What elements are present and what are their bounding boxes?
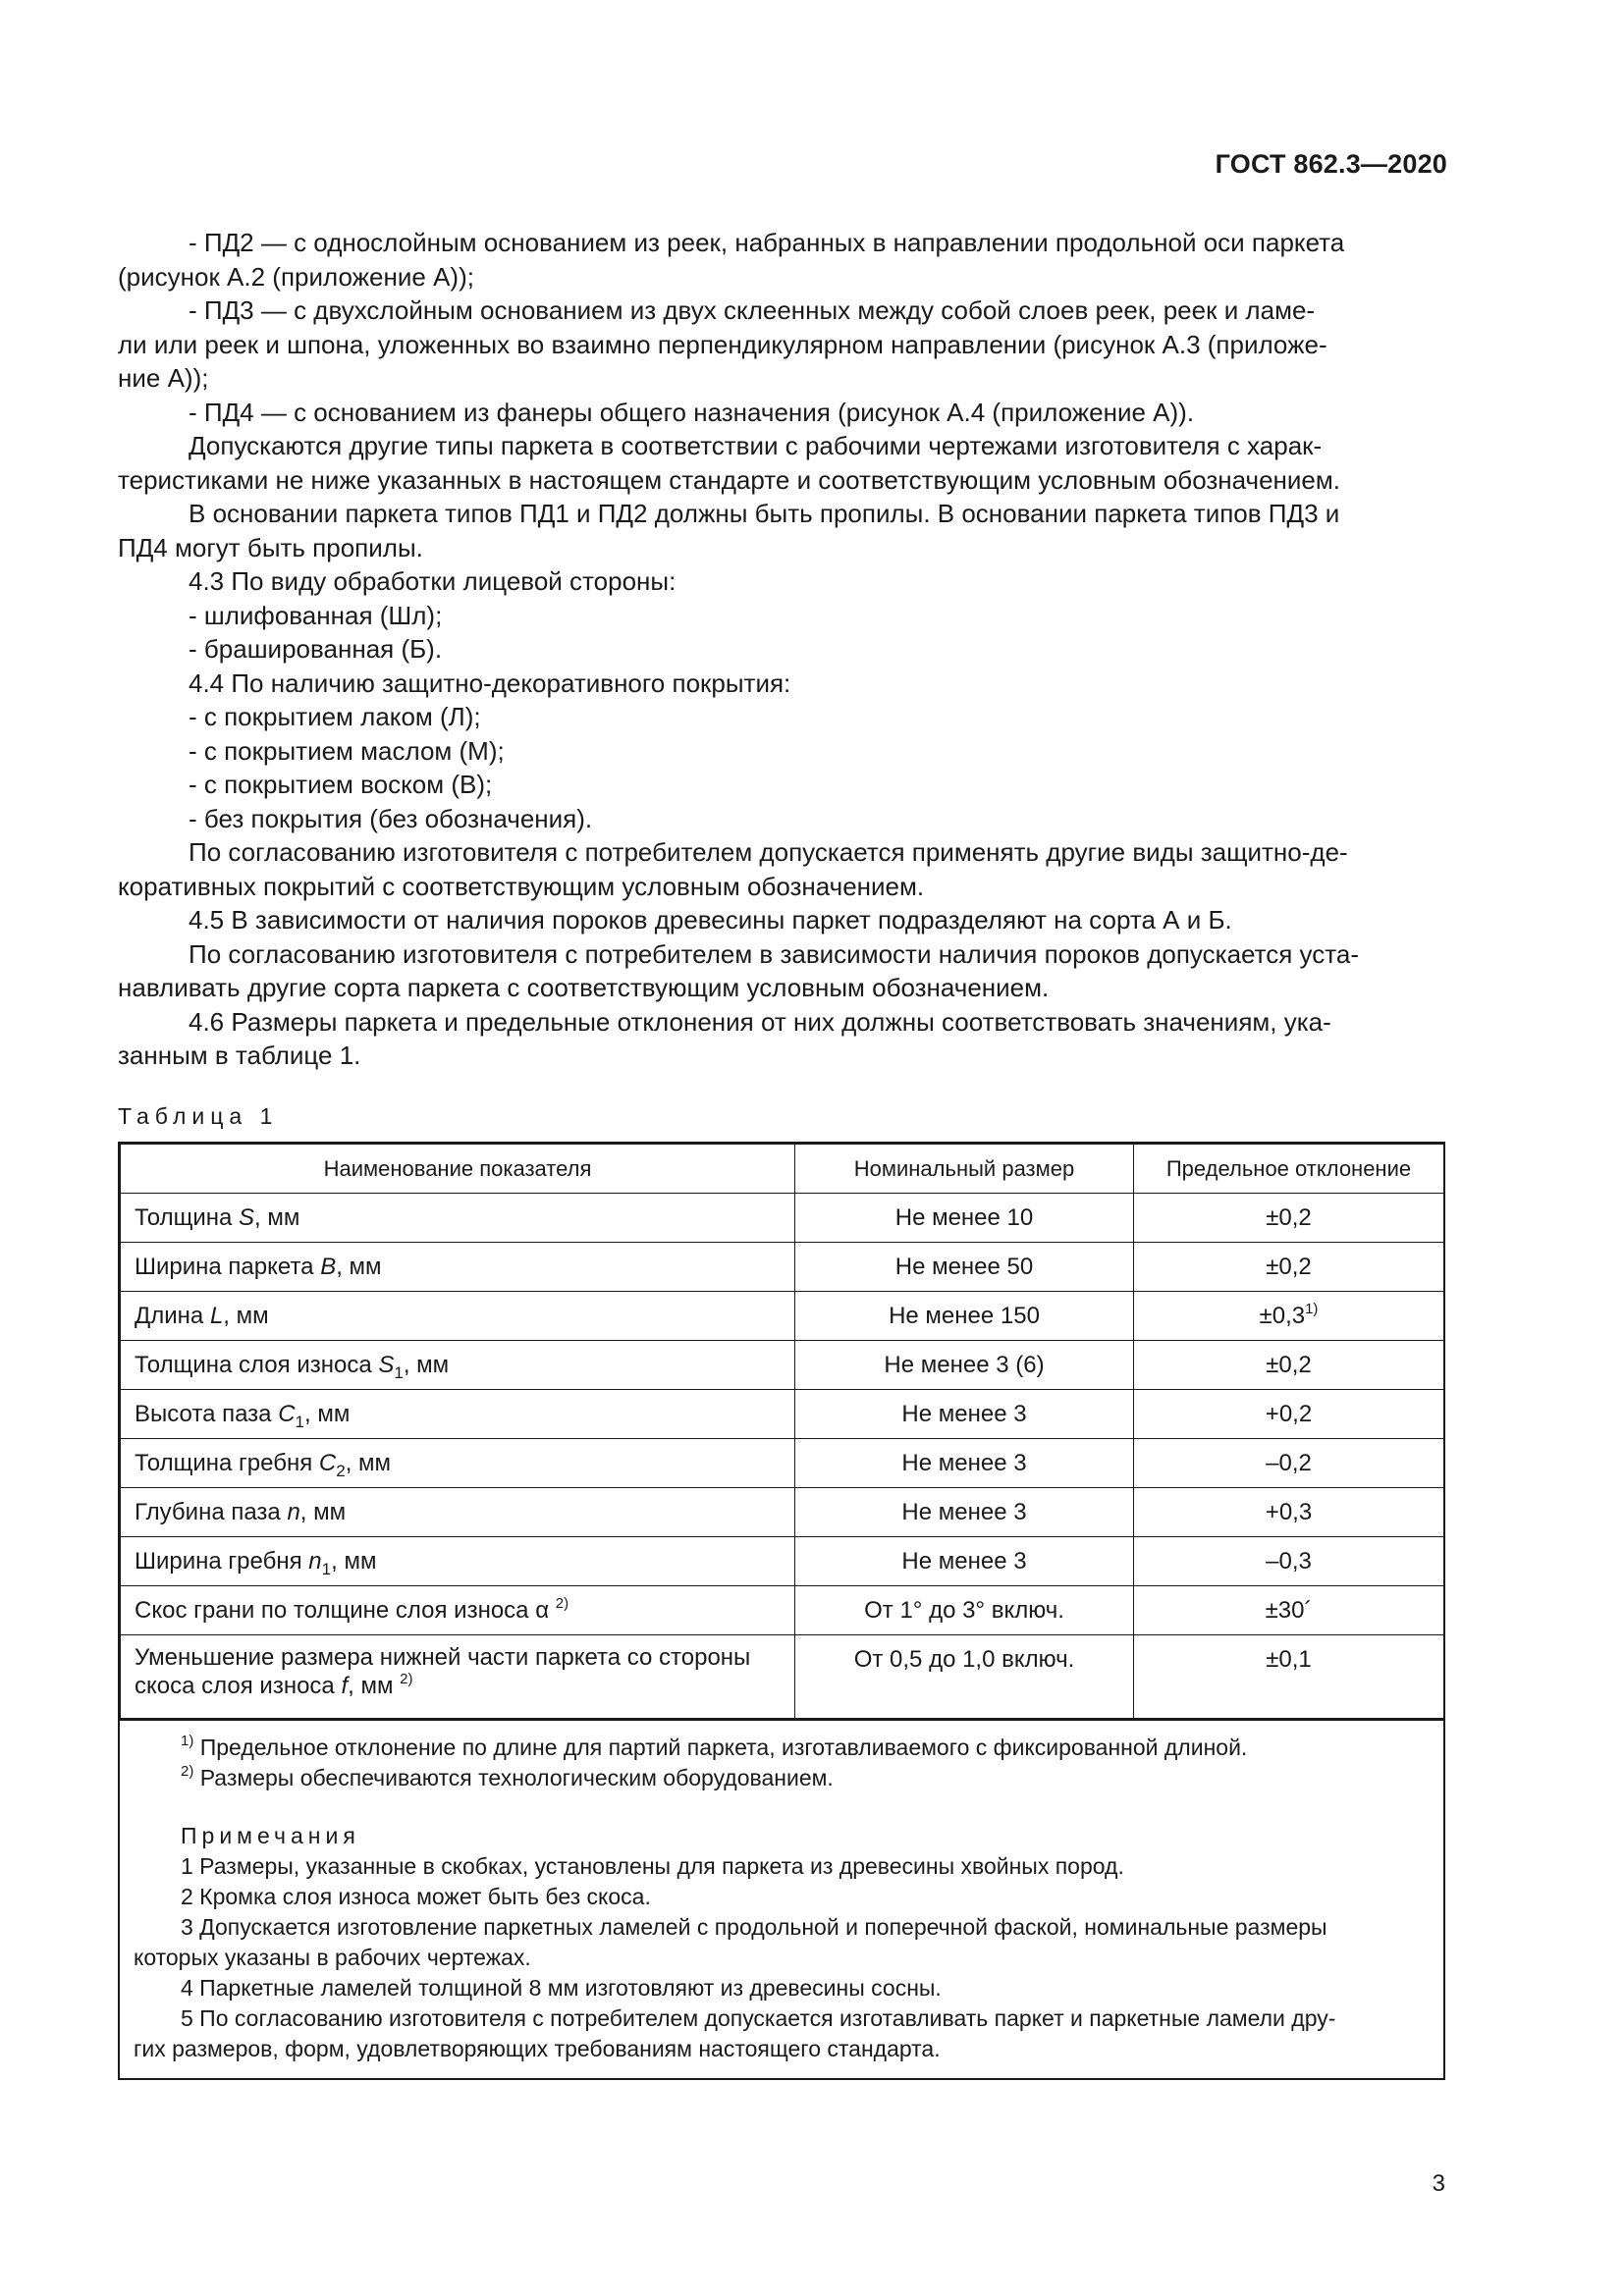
footnote-text: Размеры обеспечиваются технологическим оборудованием. [193, 1765, 834, 1790]
indicator-name: Скос грани по толщине слоя износа α [135, 1596, 556, 1624]
indicator-subscript: 1 [295, 1412, 304, 1431]
table-row [121, 1488, 1444, 1537]
nominal-cell: Не менее 10 [795, 1194, 1134, 1243]
indicator-cell [121, 1439, 795, 1488]
table-row [121, 1341, 1444, 1390]
dimensions-table [118, 1142, 1445, 2080]
indicator-subscript: 1 [394, 1362, 404, 1382]
nominal-cell: Не менее 3 (6) [795, 1341, 1134, 1390]
indicator-symbol: S [378, 1351, 395, 1378]
table-row [121, 1243, 1444, 1292]
nominal-cell: От 1° до 3° включ. [795, 1586, 1134, 1635]
tolerance-cell [1134, 1341, 1444, 1390]
footnote-mark: 1) [181, 1733, 194, 1749]
indicator-cell [121, 1194, 795, 1243]
column-header: Наименование показателя [121, 1145, 795, 1194]
footnote-ref: 2) [555, 1594, 569, 1612]
body-paragraph: - с покрытием лаком (Л); [189, 702, 481, 731]
tolerance-cell [1134, 1635, 1444, 1719]
tolerance-cell [1134, 1439, 1444, 1488]
tolerance-value: ±0,2 [1266, 1351, 1312, 1378]
indicator-cell [121, 1635, 795, 1719]
body-paragraph: коративных покрытий с соответствующим условным обозначением. [118, 871, 925, 901]
body-paragraph: занным в таблице 1. [118, 1041, 361, 1070]
tolerance-value: ±0,1 [1266, 1646, 1312, 1673]
body-paragraph: - с покрытием маслом (М); [189, 735, 505, 766]
indicator-cell [121, 1488, 795, 1537]
indicator-subscript: 2 [336, 1461, 346, 1480]
body-paragraph: теристиками не ниже указанных в настоящем стандарте и соответствующим условным обозначением. [118, 464, 1340, 495]
nominal-cell: Не менее 3 [795, 1537, 1134, 1586]
footnote-ref: 1) [1305, 1300, 1319, 1317]
table-row [121, 1439, 1444, 1488]
indicator-symbol: B [320, 1253, 337, 1280]
indicator-name: Длина [135, 1302, 210, 1329]
indicator-symbol: C [318, 1449, 337, 1476]
note-item: 1 Размеры, указанные в скобках, установлены для паркета из древесины хвойных пород. [181, 1853, 1124, 1879]
table-row [121, 1586, 1444, 1635]
body-paragraph: 4.5 В зависимости от наличия пороков древесины паркет подразделяют на сорта А и Б. [189, 905, 1232, 934]
indicator-cell [121, 1537, 795, 1586]
tolerance-cell [1134, 1292, 1444, 1341]
body-text [118, 226, 1447, 1073]
notes-heading: Примечания [181, 1823, 360, 1848]
body-paragraph: - ПД4 — с основанием из фанеры общего назначения (рисунок А.4 (приложение А)). [189, 397, 1195, 427]
body-paragraph: - шлифованная (Шл); [189, 600, 443, 630]
table-row [121, 1292, 1444, 1341]
indicator-unit: , мм [336, 1253, 382, 1280]
footnote [134, 1733, 1430, 1763]
body-paragraph: - брашированная (Б). [189, 634, 443, 664]
note-item: 5 По согласованию изготовителя с потребителем допускается изготавливать паркет и паркетные ламели дру- [181, 2005, 1336, 2031]
indicator-symbol: S [239, 1203, 255, 1231]
tolerance-value: ±0,2 [1266, 1203, 1312, 1231]
table-header-row [121, 1145, 1444, 1194]
column-header: Предельное отклонение [1134, 1145, 1444, 1194]
tolerance-cell [1134, 1194, 1444, 1243]
nominal-cell: Не менее 3 [795, 1439, 1134, 1488]
indicator-symbol: L [209, 1302, 224, 1329]
note-item: 3 Допускается изготовление паркетных ламелей с продольной и поперечной фаской, номинальные размеры [181, 1914, 1327, 1940]
indicator-symbol: n [287, 1498, 300, 1525]
indicator-unit: , мм [331, 1547, 377, 1575]
indicator-name: Высота паза [135, 1400, 279, 1427]
body-paragraph: - ПД2 — с однослойным основанием из реек, набранных в направлении продольной оси паркета [189, 228, 1345, 257]
indicator-name: Толщина гребня [135, 1449, 319, 1476]
indicator-name: Ширина гребня [135, 1547, 309, 1575]
indicator-name: Глубина паза [135, 1498, 288, 1525]
indicator-symbol: f [341, 1673, 349, 1699]
tolerance-cell [1134, 1488, 1444, 1537]
table-row [121, 1635, 1444, 1719]
body-paragraph: ПД4 могут быть пропилы. [118, 532, 423, 562]
indicator-unit: , мм [223, 1302, 269, 1329]
body-paragraph: Допускаются другие типы паркета в соответствии с рабочими чертежами изготовителя с харак- [189, 431, 1323, 460]
body-paragraph: навливать другие сорта паркета с соответствующим условным обозначением. [118, 973, 1050, 1002]
tolerance-cell [1134, 1243, 1444, 1292]
indicator-cell [121, 1292, 795, 1341]
body-paragraph: По согласованию изготовителя с потребителем допускается применять другие виды защитно-де- [189, 837, 1348, 867]
table-row [121, 1194, 1444, 1243]
indicator-unit: , мм [254, 1203, 300, 1231]
body-paragraph: - ПД3 — с двухслойным основанием из двух склеенных между собой слоев реек, реек и ламе- [189, 295, 1316, 325]
tolerance-value: ±30´ [1265, 1596, 1313, 1624]
body-paragraph: В основании паркета типов ПД1 и ПД2 должны быть пропилы. В основании паркета типов ПД3 и [189, 499, 1340, 528]
body-paragraph: - без покрытия (без обозначения). [189, 803, 593, 833]
tolerance-cell [1134, 1390, 1444, 1439]
indicator-name: Ширина паркета [135, 1253, 321, 1280]
footnote-text: Предельное отклонение по длине для партий паркета, изготавливаемого с фиксированной длиной. [193, 1735, 1248, 1760]
footnote-mark: 2) [181, 1763, 194, 1780]
nominal-cell: Не менее 3 [795, 1488, 1134, 1537]
column-header: Номинальный размер [795, 1145, 1134, 1194]
body-paragraph: 4.4 По наличию защитно-декоративного покрытия: [189, 667, 791, 698]
tolerance-value: +0,2 [1265, 1400, 1313, 1427]
note-item: гих размеров, форм, удовлетворяющих требованиям настоящего стандарта. [134, 2036, 941, 2061]
document-code: ГОСТ 862.3—2020 [1215, 149, 1447, 179]
indicator-subscript: 1 [321, 1559, 332, 1578]
table-notes [120, 1719, 1443, 2078]
indicator-unit: , мм [299, 1498, 347, 1525]
tolerance-value: –0,3 [1266, 1547, 1312, 1575]
tolerance-value: ±0,3 [1259, 1302, 1306, 1329]
body-paragraph: По согласованию изготовителя с потребителем в зависимости наличия пороков допускается уста- [189, 938, 1359, 969]
body-paragraph: 4.6 Размеры паркета и предельные отклонения от них должны соответствовать значениям, ука- [189, 1006, 1331, 1037]
indicator-unit: , мм [348, 1673, 401, 1699]
tolerance-value: –0,2 [1266, 1449, 1312, 1476]
indicator-unit: , мм [345, 1449, 392, 1476]
table-row [121, 1390, 1444, 1439]
tolerance-cell [1134, 1586, 1444, 1635]
nominal-cell: Не менее 150 [795, 1292, 1134, 1341]
indicator-unit: , мм [304, 1400, 351, 1427]
footnote-ref: 2) [400, 1671, 413, 1687]
indicator-symbol: n [308, 1547, 322, 1575]
page-number: 3 [1432, 2170, 1445, 2197]
indicator-cell [121, 1390, 795, 1439]
body-paragraph: (рисунок А.2 (приложение А)); [118, 261, 474, 292]
body-paragraph: ли или реек и шпона, уложенных во взаимно перпендикулярном направлении (рисунок А.3 (приложе- [118, 329, 1327, 359]
indicator-unit: , мм [403, 1351, 450, 1378]
tolerance-value: ±0,2 [1266, 1253, 1312, 1280]
indicator-cell [121, 1243, 795, 1292]
indicator-name: Уменьшение размера нижней части паркета со стороны скоса слоя износа [135, 1644, 751, 1699]
body-paragraph: 4.3 По виду обработки лицевой стороны: [189, 566, 677, 596]
tolerance-cell [1134, 1537, 1444, 1586]
note-item: 2 Кромка слоя износа может быть без скоса. [181, 1884, 651, 1909]
body-paragraph: - с покрытием воском (В); [189, 770, 493, 799]
table-caption: Таблица 1 [118, 1103, 279, 1129]
indicator-name: Толщина слоя износа [135, 1351, 379, 1378]
indicator-name: Толщина [135, 1203, 240, 1231]
footnote [134, 1763, 1430, 1793]
nominal-cell: Не менее 3 [795, 1390, 1134, 1439]
notes-gap [134, 1793, 1430, 1821]
nominal-cell: Не менее 50 [795, 1243, 1134, 1292]
table-row [121, 1537, 1444, 1586]
indicator-symbol: C [278, 1400, 296, 1427]
note-item: которых указаны в рабочих чертежах. [134, 1945, 531, 1970]
body-paragraph: ние А)); [118, 363, 209, 393]
note-item: 4 Паркетные ламелей толщиной 8 мм изготовляют из древесины сосны. [181, 1975, 942, 2001]
nominal-cell: От 0,5 до 1,0 включ. [795, 1635, 1134, 1719]
indicator-cell [121, 1586, 795, 1635]
tolerance-value: +0,3 [1265, 1498, 1313, 1525]
indicator-cell [121, 1341, 795, 1390]
